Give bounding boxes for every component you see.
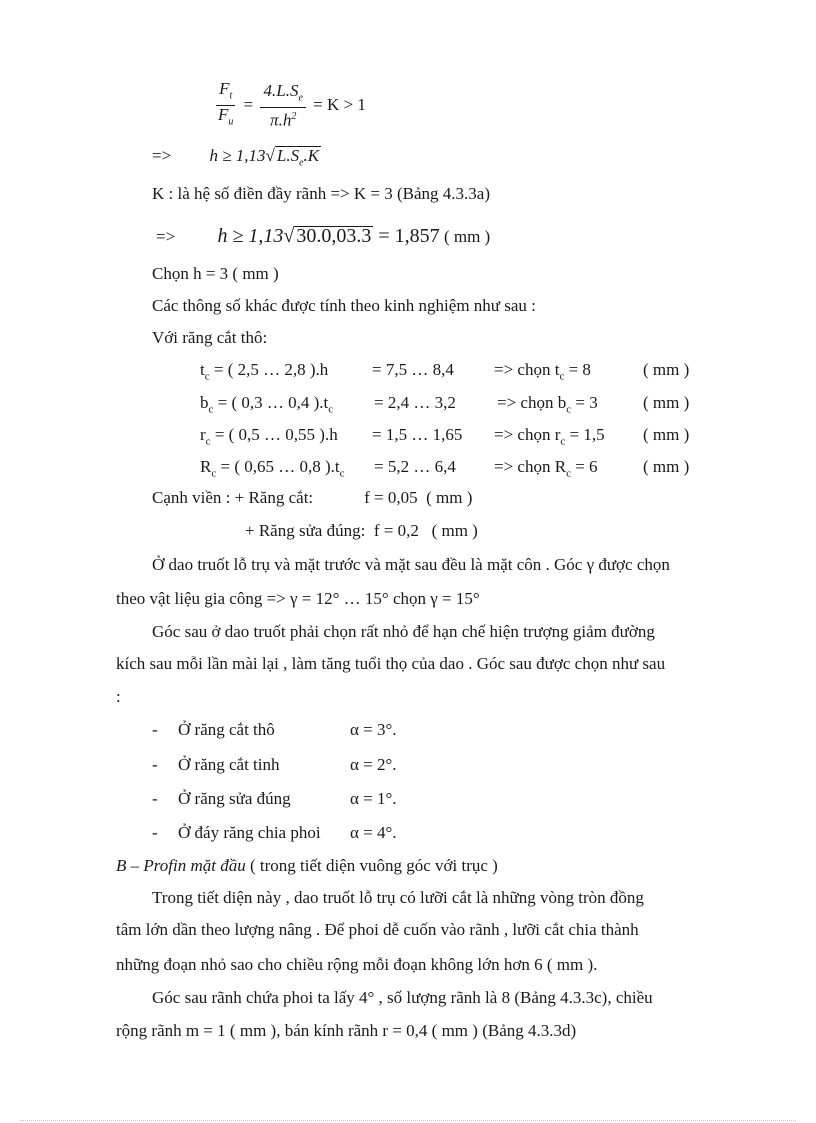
- angle-value: α = 1°.: [350, 789, 397, 808]
- angle-bullet: -: [152, 720, 158, 739]
- paragraph-rake-angle-2: theo vật liệu gia công => γ = 12° … 15° chọn γ = 15°: [116, 589, 480, 608]
- angle-value: α = 2°.: [350, 755, 397, 774]
- param-unit: ( mm ): [643, 457, 690, 476]
- equation-h-general: => h ≥ 1,13√ $L.S_e.K$: [152, 146, 321, 172]
- param-choice: => chọn $t_c = 8$: [494, 360, 591, 383]
- paragraph-profile-3: những đoạn nhỏ sao cho chiều rộng mỗi đoạn không lớn hơn 6 ( mm ).: [116, 955, 598, 974]
- param-unit: ( mm ): [643, 360, 690, 379]
- param-row: $R_c$ = ( 0,65 … 0,8 )$.t_c$: [200, 457, 345, 480]
- paragraph-groove-1: Góc sau rãnh chứa phoi ta lấy 4° , số lượng rãnh là 8 (Bảng 4.3.3c), chiều: [152, 988, 653, 1007]
- angle-bullet: -: [152, 755, 158, 774]
- param-range: = 7,5 … 8,4: [372, 360, 454, 379]
- angle-label: Ở răng cắt tinh: [178, 755, 280, 774]
- paragraph-groove-2: rộng rãnh m = 1 ( mm ), bán kính rãnh r = 0,4 ( mm ) (Bảng 4.3.3d): [116, 1021, 577, 1040]
- angle-value: α = 3°.: [350, 720, 397, 739]
- rough-teeth-intro: Với răng cắt thô:: [152, 328, 268, 347]
- paragraph-clearance-2: kích sau mỗi lần mài lại , làm tăng tuổi thọ của dao . Góc sau được chọn như sau: [116, 654, 666, 673]
- param-range: = 5,2 … 6,4: [374, 457, 456, 476]
- param-row: $t_c$ = ( 2,5 … 2,8 ).h: [200, 360, 329, 383]
- edge-cutting-teeth: Cạnh viền : + Răng cắt: f = 0,05 ( mm ): [152, 488, 473, 507]
- angle-bullet: -: [152, 789, 158, 808]
- param-row: $r_c$ = ( 0,5 … 0,55 ).h: [200, 425, 338, 448]
- paragraph-profile-2: tâm lớn dần theo lượng nâng . Để phoi dễ cuốn vào rãnh , lưỡi cắt chia thành: [116, 920, 639, 939]
- equation-fill-ratio: $\frac{F_t}{F_u}$ = $\frac{4.L.S_e}{\pi.h^2}$ = K > 1: [212, 80, 366, 132]
- paragraph-rake-angle-1: Ở dao truốt lỗ trụ và mặt trước và mặt sau đều là mặt côn . Góc γ được chọn: [152, 555, 670, 574]
- paragraph-profile-1: Trong tiết diện này , dao truốt lỗ trụ có lưỡi cắt là những vòng tròn đồng: [152, 888, 644, 907]
- angle-label: Ở đáy răng chia phoi: [178, 823, 321, 842]
- angle-bullet: -: [152, 823, 158, 842]
- param-unit: ( mm ): [643, 393, 690, 412]
- param-choice: => chọn $R_c = 6$: [494, 457, 598, 480]
- param-unit: ( mm ): [643, 425, 690, 444]
- angle-value: α = 4°.: [350, 823, 397, 842]
- param-choice: => chọn $b_c = 3$: [497, 393, 598, 416]
- fraction-force: $\frac{F_t}{F_u}$: [218, 79, 234, 128]
- fraction-area: $\frac{4.L.S_e}{\pi.h^2}$: [260, 82, 305, 130]
- param-choice: => chọn $r_c = 1,5$: [494, 425, 605, 448]
- paragraph-clearance-3: :: [116, 687, 121, 706]
- equation-h-numeric: => h ≥ 1,13√ 30.0,03.3 = 1,857 ( mm ): [156, 225, 491, 247]
- choose-h-text: Chọn h = 3 ( mm ): [152, 264, 279, 283]
- params-intro-text: Các thông số khác được tính theo kinh nghiệm như sau :: [152, 296, 536, 315]
- angle-label: Ở răng sửa đúng: [178, 789, 291, 808]
- fill-coefficient-text: K : là hệ số điền đầy rãnh => K = 3 (Bảng 4.3.3a): [152, 184, 490, 203]
- param-range: = 1,5 … 1,65: [372, 425, 463, 444]
- page-bottom-rule: [20, 1120, 796, 1121]
- section-b-heading: B – Profin mặt đầu ( trong tiết diện vuông góc với trục ): [116, 856, 498, 875]
- edge-finishing-teeth: + Răng sửa đúng: f = 0,2 ( mm ): [245, 521, 478, 540]
- param-row: $b_c$ = ( 0,3 … 0,4 )$.t_c$: [200, 393, 334, 416]
- paragraph-clearance-1: Góc sau ở dao truốt phải chọn rất nhỏ để hạn chế hiện trượng giảm đường: [152, 622, 655, 641]
- param-range: = 2,4 … 3,2: [374, 393, 456, 412]
- angle-label: Ở răng cắt thô: [178, 720, 275, 739]
